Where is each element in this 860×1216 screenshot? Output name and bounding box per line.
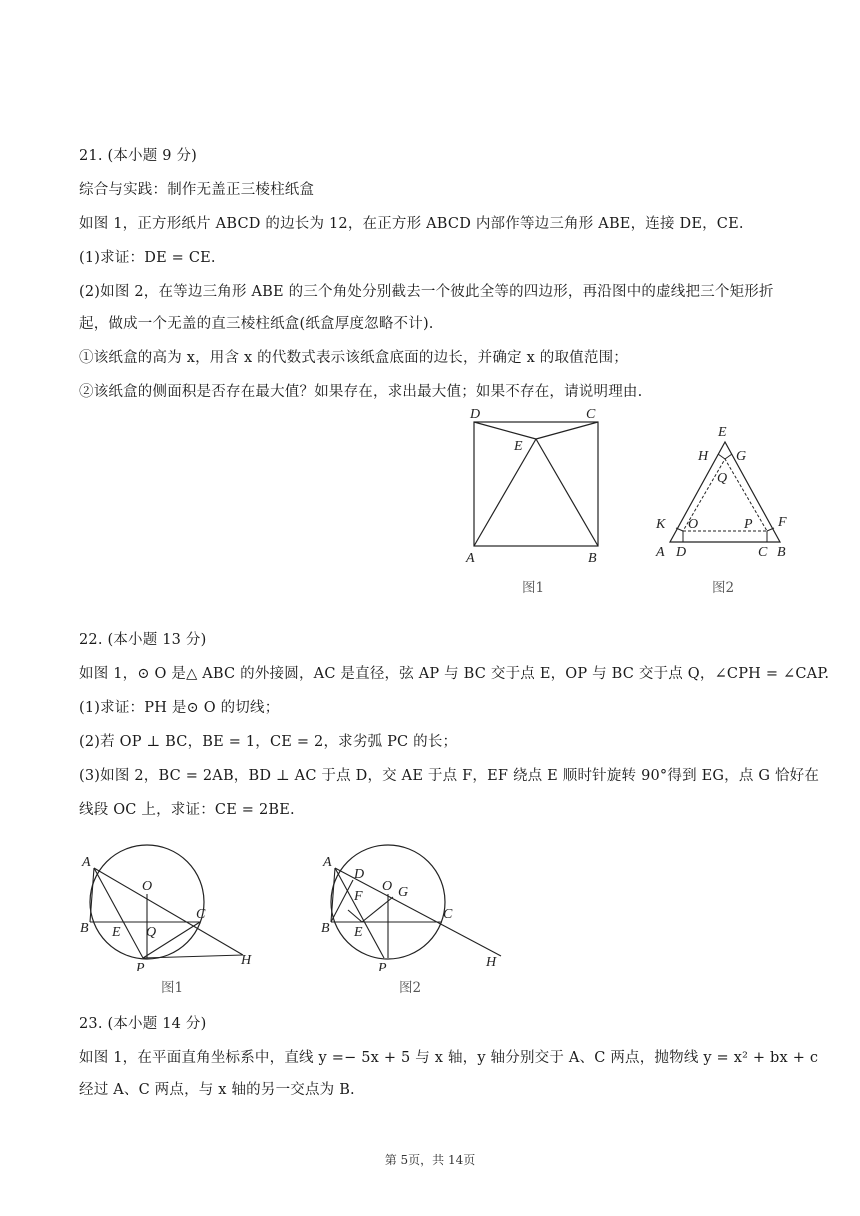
q21-header: 21. (本小题 9 分) <box>79 148 198 164</box>
label-E: E <box>354 925 363 940</box>
q22-part3-line1: (3)如图 2，BC = 2AB，BD ⊥ AC 于点 D，交 AE 于点 F，EF 绕点 E 顺时针旋转 90°得到 EG，点 G 恰好在 <box>79 768 820 784</box>
label-P: P <box>378 961 387 971</box>
label-H: H <box>241 953 252 968</box>
label-C: C <box>196 907 206 922</box>
label-A: A <box>82 855 91 870</box>
q22-intro: 如图 1，⊙ O 是△ ABC 的外接圆，AC 是直径，弦 AP 与 BC 交于点 E，OP 与 BC 交于点 Q，∠CPH = ∠CAP. <box>79 666 830 682</box>
q21-figure1-caption: 图1 <box>522 580 545 596</box>
label-A: A <box>466 551 475 566</box>
label-C: C <box>443 907 453 922</box>
q22-part1: (1)求证：PH 是⊙ O 的切线； <box>79 700 280 716</box>
label-H: H <box>698 449 709 464</box>
q21-sub1: ①该纸盒的高为 x，用含 x 的代数式表示该纸盒底面的边长，并确定 x 的取值范围； <box>79 350 628 366</box>
label-P: P <box>136 961 145 971</box>
q21-sub2: ②该纸盒的侧面积是否存在最大值？如果存在，求出最大值；如果不存在，请说明理由. <box>79 384 643 400</box>
label-H: H <box>486 955 497 970</box>
q22-part3-line2: 线段 OC 上，求证：CE = 2BE. <box>79 802 295 818</box>
q23-intro-line1: 如图 1，在平面直角坐标系中，直线 y =− 5x + 5 与 x 轴，y 轴分别交于 A、C 两点，抛物线 y = x² + bx + c <box>79 1050 819 1066</box>
q21-title: 综合与实践：制作无盖正三棱柱纸盒 <box>79 182 315 198</box>
q21-intro: 如图 1，正方形纸片 ABCD 的边长为 12，在正方形 ABCD 内部作等边三角形 ABE，连接 DE，CE. <box>79 216 744 232</box>
q22-part2: (2)若 OP ⊥ BC，BE = 1，CE = 2，求劣弧 PC 的长； <box>79 734 458 750</box>
label-D: D <box>470 407 481 422</box>
label-Q: Q <box>717 471 728 486</box>
label-P: P <box>744 517 753 532</box>
q21-part2-line2: 起，做成一个无盖的直三棱柱纸盒(纸盒厚度忽略不计). <box>79 316 434 332</box>
label-D: D <box>354 867 365 882</box>
label-D: D <box>676 545 687 560</box>
q21-figure2-caption: 图2 <box>712 580 735 596</box>
label-G: G <box>736 449 747 464</box>
label-C: C <box>586 407 596 422</box>
q21-part1: (1)求证：DE = CE. <box>79 250 216 266</box>
q21-part2-line1: (2)如图 2，在等边三角形 ABE 的三个角处分别截去一个彼此全等的四边形，再沿图中的虚线把三个矩形折 <box>79 284 774 300</box>
label-A: A <box>323 855 332 870</box>
label-B: B <box>321 921 330 936</box>
label-F: F <box>354 889 363 904</box>
q21-figure1 <box>462 402 612 572</box>
label-C: C <box>758 545 768 560</box>
page-footer: 第 5页，共 14页 <box>384 1153 476 1167</box>
q22-figure1-caption: 图1 <box>161 980 184 996</box>
label-B: B <box>80 921 89 936</box>
label-O: O <box>382 879 393 894</box>
q22-figure2-caption: 图2 <box>399 980 422 996</box>
label-O: O <box>688 517 699 532</box>
label-G: G <box>398 885 409 900</box>
label-E: E <box>514 439 523 454</box>
label-A: A <box>656 545 665 560</box>
label-B: B <box>588 551 597 566</box>
label-E: E <box>112 925 121 940</box>
label-B: B <box>777 545 786 560</box>
q22-figure1 <box>76 836 266 971</box>
q21-figure2 <box>650 420 800 565</box>
label-O: O <box>142 879 153 894</box>
q22-header: 22. (本小题 13 分) <box>79 632 207 648</box>
q23-header: 23. (本小题 14 分) <box>79 1016 207 1032</box>
label-F: F <box>778 515 787 530</box>
label-Q: Q <box>146 925 157 940</box>
q22-figure2 <box>318 836 508 971</box>
q23-intro-line2: 经过 A、C 两点，与 x 轴的另一交点为 B. <box>79 1082 355 1098</box>
label-E: E <box>718 425 727 440</box>
label-K: K <box>656 517 666 532</box>
